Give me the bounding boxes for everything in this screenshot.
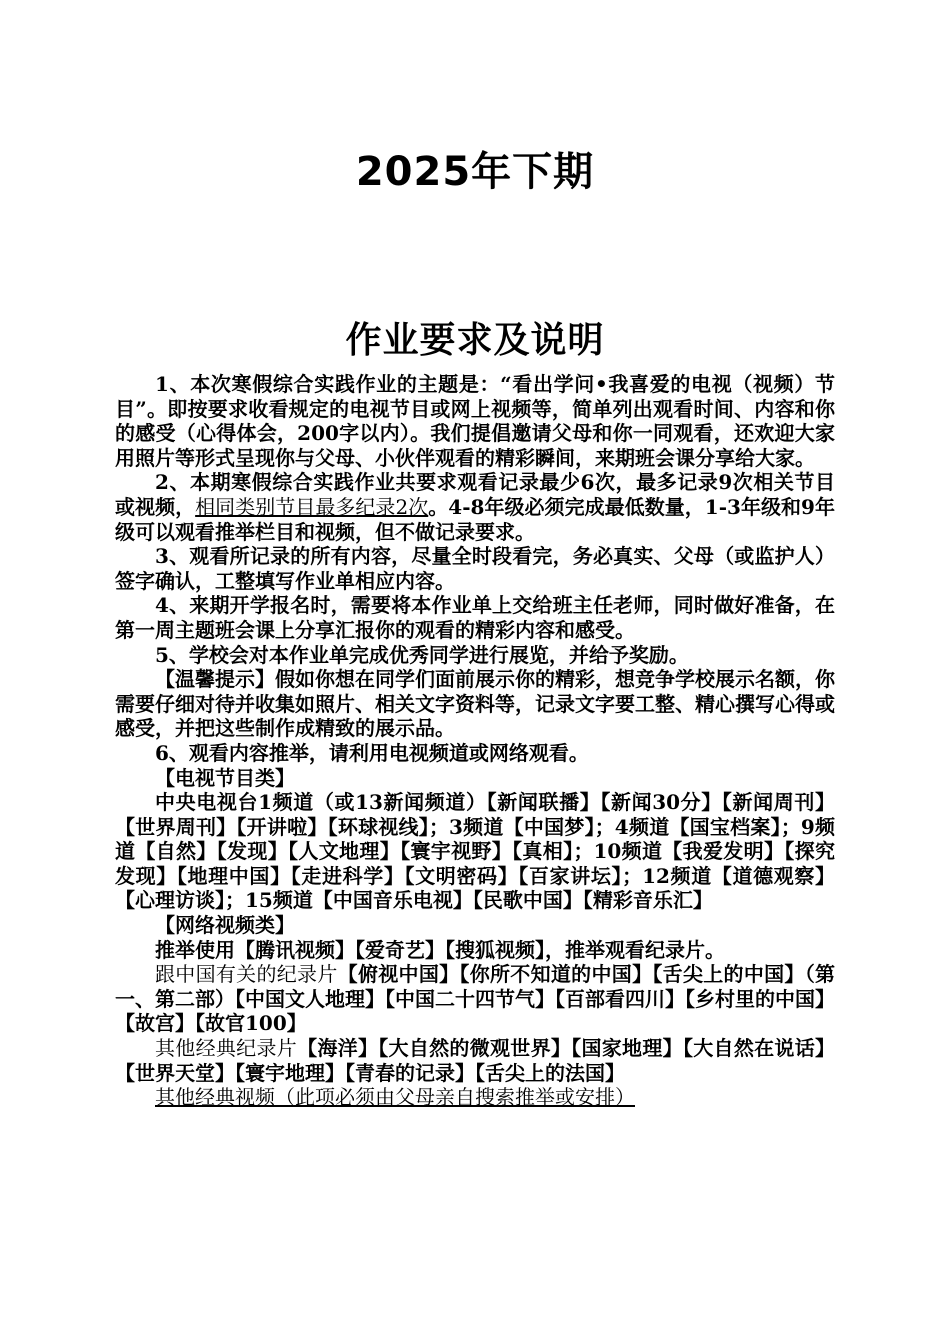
paragraph-classic-docs — [115, 1036, 835, 1085]
classic-docs-label: 其他经典纪录片 — [155, 1036, 298, 1061]
paragraph-submit: 4、来期开学报名时，需要将本作业单上交给班主任老师，同时做好准备，在第一周主题班会课上分享汇报你的观看的精彩内容和感受。 — [115, 593, 835, 642]
china-docs-label: 跟中国有关的纪录片 — [155, 962, 338, 987]
china-docs-list: 【俯视中国】【你所不知道的中国】【舌尖上的中国】（第一、第二部）【中国文人地理】【中国二十四节气】【百部看四川】【乡村里的中国】【故宫】【故官100】 — [115, 962, 836, 1036]
instructions-body — [115, 372, 835, 1110]
classic-docs-list: 【海洋】【大自然的微观世界】【国家地理】【大自然在说话】【世界天堂】【寰宇地理】【青春的记录】【舌尖上的法国】 — [115, 1036, 836, 1085]
heading-online-videos: 【网络视频类】 — [155, 913, 295, 938]
document-title: 2025年下期 — [355, 149, 595, 195]
paragraph-theme: 1、本次寒假综合实践作业的主题是：“看出学问•我喜爱的电视（视频）节目”。即按要求收看规定的电视节目或网上视频等，简单列出观看时间、内容和你的感受（心得体会，200字以内）。我们提倡邀请父母和你一同观看，还欢迎大家用照片等形式呈现你与父母、小伙伴观看的精彩瞬间，来期班会课分享给大家。 — [115, 372, 835, 470]
paragraph-online-platforms: 推举使用【腾讯视频】【爱奇艺】【搜狐视频】，推举观看纪录片。 — [155, 937, 725, 962]
document-subtitle: 作业要求及说明 — [345, 320, 605, 361]
paragraph-china-docs — [115, 962, 835, 1036]
paragraph-count-text-b: 。4-8年级必须完成最低数量，1-3年级和9年级可以观看推举栏目和视频，但不做记录要求。 — [115, 494, 836, 544]
paragraph-classic-videos — [115, 1085, 835, 1110]
paragraph-count-underlined: 相同类别节目最多纪录2次 — [195, 494, 429, 519]
classic-videos-text: 其他经典视频（此项必须由父母亲自搜索推举或安排） — [155, 1085, 635, 1110]
paragraph-record: 3、观看所记录的所有内容，尽量全时段看完，务必真实、父母（或监护人）签字确认，工整填写作业单相应内容。 — [115, 544, 835, 593]
paragraph-award: 5、学校会对本作业单完成优秀同学进行展览，并给予奖励。 — [155, 642, 689, 667]
paragraph-count — [115, 470, 835, 544]
paragraph-count-text-a: 2、本期寒假综合实践作业共要求观看记录最少6次，最多记录9次相关节目或视频， — [115, 470, 835, 519]
heading-tv-programs: 【电视节目类】 — [155, 765, 295, 790]
paragraph-recommend: 6、观看内容推举，请利用电视频道或网络观看。 — [155, 740, 589, 765]
paragraph-tv-list: 中央电视台1频道（或13新闻频道）【新闻联播】【新闻30分】【新闻周刊】【世界周刊】【开讲啦】【环球视线】；3频道【中国梦】；4频道【国宝档案】；9频道【自然】【发现】【人文地理】【寰宇视野】【真相】；10频道【我爱发明】【探究发现】【地理中国】【走进科学】【文明密码】【百家讲坛】；12频道【道德观察】【心理访谈】；15频道【中国音乐电视】【民歌中国】【精彩音乐汇】 — [115, 790, 835, 913]
paragraph-tip: 【温馨提示】假如你想在同学们面前展示你的精彩，想竞争学校展示名额，你需要仔细对待并收集如照片、相关文字资料等，记录文字要工整、精心撰写心得或感受，并把这些制作成精致的展示品。 — [115, 667, 835, 741]
